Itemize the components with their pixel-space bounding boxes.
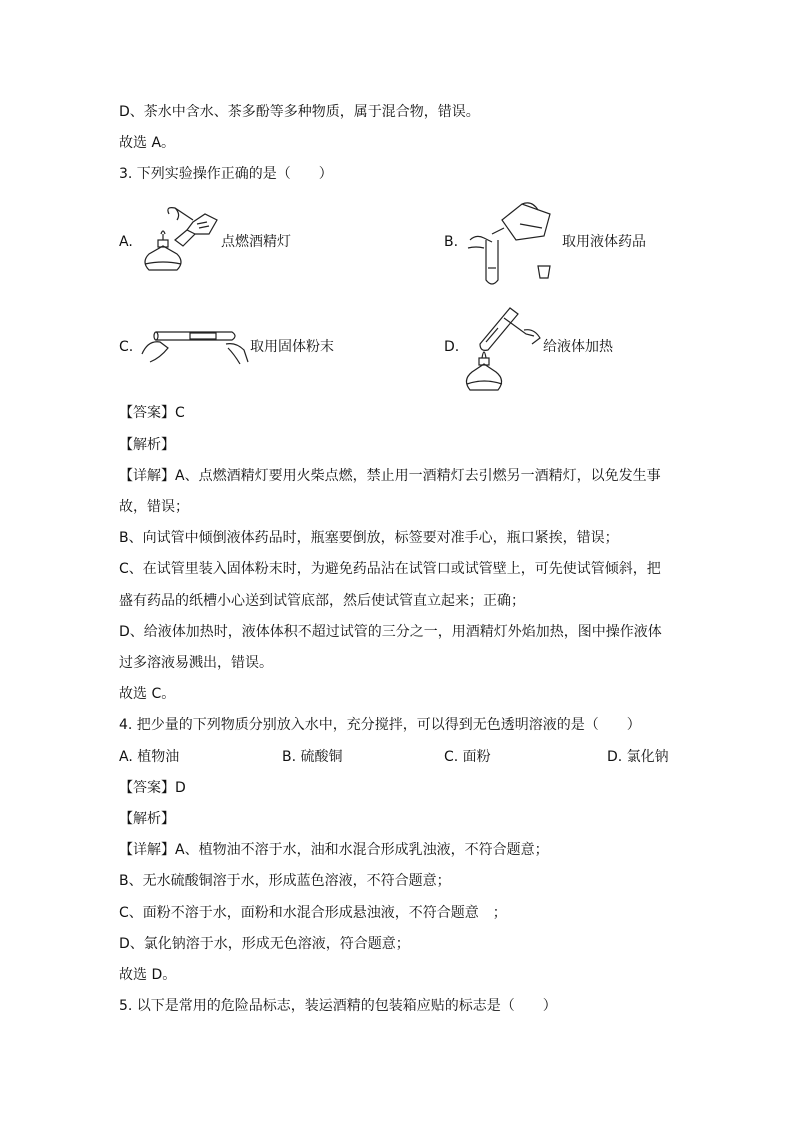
q4-option-a: A. 植物油 [119,749,180,765]
q3-option-d-letter: D. [444,339,460,355]
q3-detail-line: D、给液体加热时，液体体积不超过试管的三分之一，用酒精灯外焰加热，图中操作液体 [119,624,662,640]
q3-option-a-caption: 点燃酒精灯 [221,234,291,250]
q3-choice: 故选 C。 [119,686,176,702]
q3-detail-line: 故，错误； [119,499,189,515]
q4-stem: 4. 把少量的下列物质分别放入水中，充分搅拌，可以得到无色透明溶液的是（ ） [119,717,641,733]
q4-detail-line: B、无水硫酸铜溶于水，形成蓝色溶液，不符合题意； [119,873,451,889]
q2-option-d-explanation: D、茶水中含水、茶多酚等多种物质，属于混合物，错误。 [119,104,480,120]
q4-option-b: B. 硫酸铜 [282,749,343,765]
q2-choice: 故选 A。 [119,135,176,151]
q3-option-a-letter: A. [119,234,133,250]
q4-detail-line: C、面粉不溶于水，面粉和水混合形成悬浊液，不符合题意 ； [119,905,507,921]
q3-analysis-title: 【解析】 [119,437,175,453]
q4-option-c: C. 面粉 [444,749,491,765]
q4-analysis-title: 【解析】 [119,811,175,827]
q3-option-c-caption: 取用固体粉末 [250,339,334,355]
q3-detail-line: 过多溶液易溅出，错误。 [119,655,273,671]
q3-stem: 3. 下列实验操作正确的是（ ） [119,166,333,182]
q4-option-d: D. 氯化钠 [607,749,669,765]
q4-detail-line: D、氯化钠溶于水，形成无色溶液，符合题意； [119,936,410,952]
q3-answer: 【答案】C [119,405,185,421]
q3-detail-line: B、向试管中倾倒液体药品时，瓶塞要倒放，标签要对准手心，瓶口紧挨，错误； [119,530,619,546]
alcohol-lamp-lighting-illustration [135,200,221,278]
q5-stem: 5. 以下是常用的危险品标志，装运酒精的包装箱应贴的标志是（ ） [119,998,557,1014]
q3-detail-line: 盛有药品的纸槽小心送到试管底部，然后使试管直立起来；正确； [119,593,525,609]
q3-option-b-letter: B. [444,234,459,250]
heating-liquid-illustration [462,298,542,394]
q4-choice: 故选 D。 [119,967,177,983]
q3-option-c-letter: C. [119,339,134,355]
solid-powder-illustration [140,314,250,370]
q3-option-b-caption: 取用液体药品 [562,234,646,250]
q3-detail-line: C、在试管里装入固体粉末时，为避免药品沾在试管口或试管壁上，可先使试管倾斜，把 [119,561,661,577]
q4-answer: 【答案】D [119,780,186,796]
q3-option-d-caption: 给液体加热 [543,339,613,355]
pour-liquid-illustration [462,196,562,292]
q4-detail-line: 【详解】A、植物油不溶于水，油和水混合形成乳浊液，不符合题意； [119,842,549,858]
q3-detail-line: 【详解】A、点燃酒精灯要用火柴点燃，禁止用一酒精灯去引燃另一酒精灯，以免发生事 [119,468,661,484]
